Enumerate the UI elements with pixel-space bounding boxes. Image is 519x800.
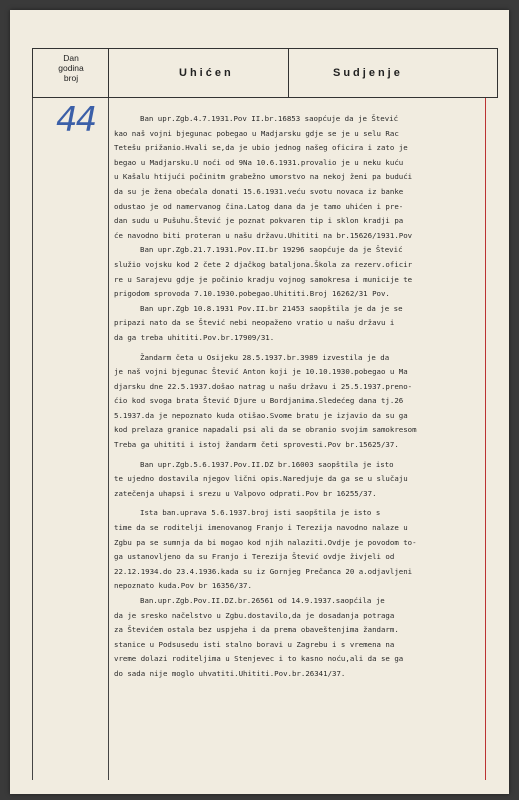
header-trial-label: Sudjenje — [333, 67, 403, 79]
text-line: da je sresko načelstvo u Zgbu.dostavilo,da je dosadanja potraga — [114, 610, 395, 620]
header-arrest-label: Uhićen — [179, 67, 234, 79]
text-line: Ban upr.Zgb 10.8.1931 Pov.II.br 21453 saopštila je da je se — [140, 303, 403, 313]
header-date-line: godina — [58, 63, 84, 73]
header-date-label — [33, 53, 109, 83]
text-line: kod prelaza granice napadali psi ali da se obranio svojim samokresom — [114, 425, 417, 435]
text-line: za Števićem ostala bez uspjeha i da prema obaveštenjima žandarm. — [114, 625, 399, 635]
entry-number-handwritten: 44 — [56, 100, 96, 140]
text-line: da su je žena obećala donati 15.6.1931.veću svotu novaca iz banke — [114, 186, 404, 196]
header-date-line: broj — [63, 73, 79, 83]
text-line: je naš vojni bjegunac Štević Anton koji je 10.10.1930.pobegao u Ma — [114, 367, 408, 377]
text-line: Žandarm četa u Osijeku 28.5.1937.br.3989 izvestila je da — [140, 352, 390, 362]
text-line: će navodno biti proteran u našu državu.Uhititi na br.15626/1931.Pov — [114, 230, 413, 240]
text-line: 22.12.1934.do 23.4.1936.kada su iz Gornjeg Prečanca 20 a.odjavljeni — [114, 566, 413, 576]
document-page — [10, 10, 509, 794]
text-line: Tetešu prižanio.Hvali se,da je ubio jednog našeg oficira i zato je — [114, 143, 408, 153]
text-line: Ban upr.Zgb.21.7.1931.Pov.II.br 19296 saopćuje da je Štević — [140, 245, 403, 255]
text-line: pripazi nato da se Štević nebi neopaženo vratio u našu državu i — [114, 318, 395, 328]
text-line: djarsku dne 22.5.1937.došao natrag u našu državu i 25.5.1937.preno- — [114, 381, 413, 391]
column-rule-date — [108, 98, 109, 780]
text-line: odustao je od namervanog čina.Latog dana da je tamo uhićen i pre- — [114, 201, 404, 211]
text-line: prigodom sprovoda 7.10.1930.pobegao.Uhititi.Broj 16262/31 Pov. — [114, 289, 390, 299]
text-line: Ban upr.Zgb.4.7.1931.Pov II.br.16853 saopćuje da je Štević — [140, 114, 399, 123]
text-line: Treba ga uhititi i istoj žandarm četi sprovesti.Pov br.15625/37. — [114, 440, 399, 450]
text-line: ćio kod svoga brata Štević Djure u Bordjanima.Sledećeg dana tj.26 — [114, 396, 404, 406]
text-line: ga ustanovljeno da su Franjo i Terezija Štević ovdje živjeli od — [114, 552, 395, 562]
text-line: nepoznato kuda.Pov br 16356/37. — [114, 581, 252, 591]
header-date-line: Dan — [63, 53, 79, 63]
column-rule-left — [32, 98, 33, 780]
text-line: Ista ban.uprava 5.6.1937.broj isti saopštila je isto s — [140, 508, 381, 518]
text-line: dan sudu u Pušuhu.Štević je poznat pokvaren tip i sklon kradji pa — [114, 216, 404, 226]
text-line: u Kašalu htijući počinitm grabežno umorstvo na nekoj ženi pa budući — [114, 172, 413, 182]
text-line: Ban.upr.Zgb.Pov.II.DZ.br.26561 od 14.9.1937.saopćila je — [140, 596, 385, 605]
text-line: stanice u Podsusedu isti stalno boravi u Zagrebu i s vremena na — [114, 639, 395, 649]
text-line: re u Sarajevu gdje je počinio kradju vojnog samokresa i municije te — [114, 274, 413, 284]
text-line: 5.1937.da je nepoznato kuda otišao.Svome bratu je izjavio da su ga — [114, 410, 408, 420]
text-line: zatečenja uhapsi i srezu u Valpovo odprati.Pov br 16255/37. — [114, 488, 377, 498]
text-line: služio vojsku kod 2 čete 2 djačkog bataljona.Škola za rezerv.oficir — [114, 259, 413, 269]
text-line: vreme dolazi roditeljima u Stenjevec i to kasno noću,ali da se ga — [114, 654, 404, 664]
text-line: kao naš vojni bjegunac pobegao u Madjarsku gdje se je u selu Rac — [114, 128, 399, 138]
text-line: begao u Madjarsku.U noći od 9Na 10.6.1931.provalio je u neku kuću — [114, 157, 404, 167]
text-line: do sada nije moglo uhvatiti.Uhititi.Pov.br.26341/37. — [114, 668, 346, 678]
text-line: Ban upr.Zgb.5.6.1937.Pov.II.DZ br.16003 saopštila je isto — [140, 459, 394, 469]
table-header — [32, 48, 498, 98]
text-line: te ujedno dostavila njegov lični opis.Naredjuje da ga se u slučaju — [114, 474, 408, 484]
text-line: time da se roditelji imenovanog Franjo i Terezija navodno nalaze u — [114, 523, 408, 533]
text-line: Zgbu pa se sumnja da bi mogao kod njih nalaziti.Ovdje je povodom to- — [114, 537, 417, 547]
text-line: da ga treba uhititi.Pov.br.17909/31. — [114, 332, 275, 342]
typed-text-body — [114, 112, 494, 682]
